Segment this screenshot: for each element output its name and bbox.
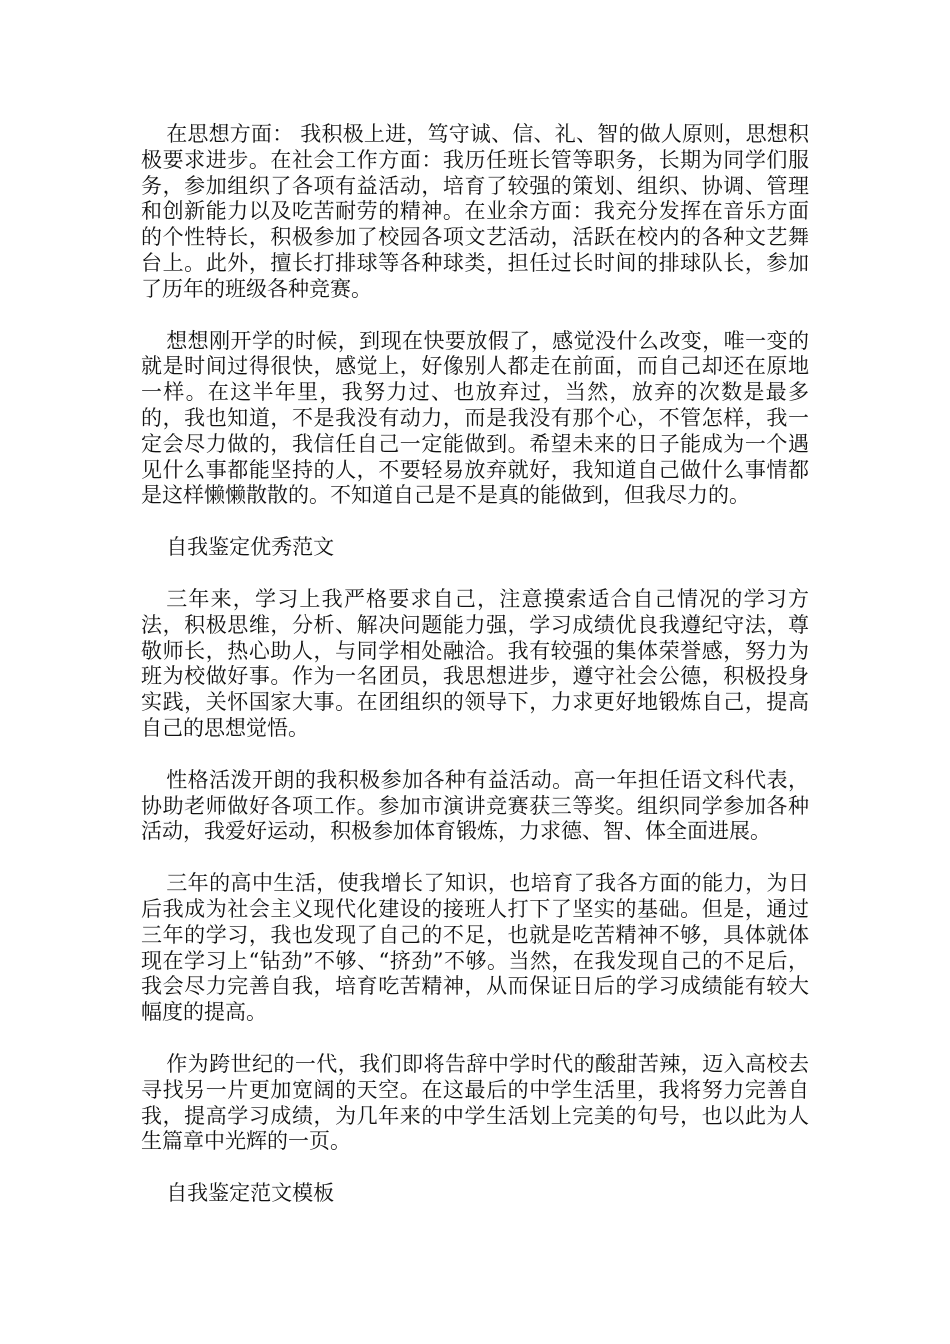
- paragraph-activities: 性格活泼开朗的我积极参加各种有益活动。高一年担任语文科代表，协助老师做好各项工作。参加市演讲竞赛获三等奖。组织同学参加各种活动，我爱好运动，积极参加体育锻炼，力求德、智、体全面进展。: [141, 767, 809, 844]
- paragraph-semester-reflection: 想想刚开学的时候，到现在快要放假了，感觉没什么改变，唯一变的 就是时间过得很快，感觉上，好像别人都走在前面，而自己却还在原地一样。在这半年里，我努力过、也放弃过，当然，放弃的次数是最多的，我也知道，不是我没有动力，而是我没有那个心，不管怎样，我一定会尽力做的，我信任自己一定能做到。希望未来的日子能成为一个遇见什么事都能坚持的人，不要轻易放弃就好，我知道自己做什么事情都是这样懒懒散散的。不知道自己是不是真的能做到，但我尽力的。: [141, 328, 809, 508]
- section-heading-template: 自我鉴定范文模板: [166, 1181, 335, 1206]
- paragraph-three-years-study: 三年来，学习上我严格要求自己，注意摸索适合自己情况的学习方法，积极思维，分析、解决问题能力强，学习成绩优良我遵纪守法，尊敬师长，热心助人，与同学相处融洽。我有较强的集体荣誉感，努力为班为校做好事。作为一名团员，我思想进步，遵守社会公德，积极投身实践，关怀国家大事。在团组织的领导下，力求更好地锻炼自己，提高自己的思想觉悟。: [141, 586, 809, 740]
- paragraph-thought-aspect: 在思想方面： 我积极上进，笃守诚、信、礼、智的做人原则，思想积极要求进步。在社会工作方面：我历任班长管等职务，长期为同学们服务，参加组织了各项有益活动，培育了较强的策划、组织、协调、管理和创新能力以及吃苦耐劳的精神。在业余方面：我充分发挥在音乐方面的个性特长，积极参加了校园各项文艺活动，活跃在校内的各种文艺舞台上。此外，擅长打排球等各种球类，担任过长时间的排球队长，参加了历年的班级各种竞赛。: [141, 122, 809, 301]
- paragraph-high-school-life: 三年的高中生活，使我增长了知识，也培育了我各方面的能力，为日后我成为社会主义现代化建设的接班人打下了坚实的基础。但是，通过三年的学习，我也发现了自己的不足，也就是吃苦精神不够，具体就体现在学习上“钻劲”不够、“挤劲”不够。当然，在我发现自己的不足后，我会尽力完善自我，培育吃苦精神，从而保证日后的学习成绩能有较大幅度的提高。: [141, 871, 809, 1025]
- section-heading-excellent-sample: 自我鉴定优秀范文: [166, 535, 335, 560]
- document-body: [141, 122, 809, 1233]
- paragraph-cross-century: 作为跨世纪的一代，我们即将告辞中学时代的酸甜苦辣，迈入高校去寻找另一片更加宽阔的天空。在这最后的中学生活里，我将努力完善自我，提高学习成绩，为几年来的中学生活划上完美的句号，也以此为人生篇章中光辉的一页。: [141, 1051, 809, 1154]
